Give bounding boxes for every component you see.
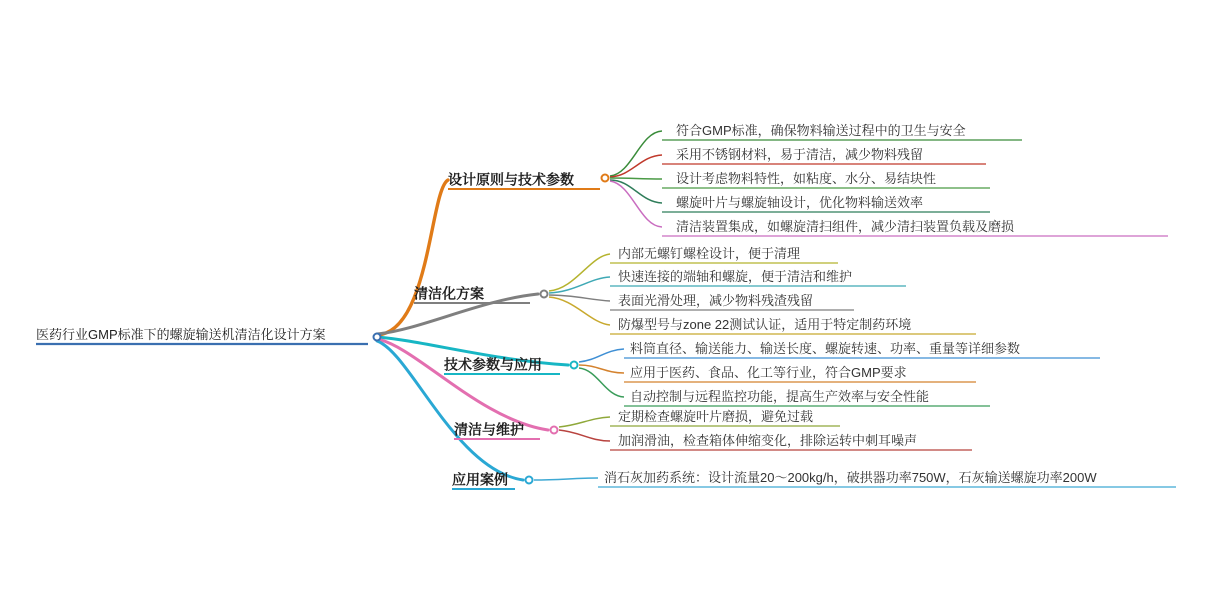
leaf-label-b1-3[interactable]: 设计考虑物料特性，如粘度、水分、易结块性 bbox=[676, 171, 937, 187]
branch-node-dot-3[interactable] bbox=[570, 361, 579, 370]
leaf-label-b2-4[interactable]: 防爆型号与zone 22测试认证，适用于特定制药环境 bbox=[618, 317, 912, 333]
branch-label-case-study[interactable]: 应用案例 bbox=[452, 471, 508, 488]
branch-node-dot-2[interactable] bbox=[540, 290, 549, 299]
leaf-label-b3-1[interactable]: 料筒直径、输送能力、输送长度、螺旋转速、功率、重量等详细参数 bbox=[630, 341, 1021, 357]
leaf-label-b1-5[interactable]: 清洁装置集成，如螺旋清扫组件，减少清扫装置负载及磨损 bbox=[676, 219, 1015, 235]
leaf-label-b4-1[interactable]: 定期检查螺旋叶片磨损，避免过载 bbox=[618, 409, 814, 425]
leaf-label-b3-2[interactable]: 应用于医药、食品、化工等行业，符合GMP要求 bbox=[630, 365, 907, 381]
branch-node-dot-1[interactable] bbox=[601, 174, 610, 183]
leaf-label-b3-3[interactable]: 自动控制与远程监控功能，提高生产效率与安全性能 bbox=[630, 389, 930, 405]
leaf-label-b1-4[interactable]: 螺旋叶片与螺旋轴设计，优化物料输送效率 bbox=[676, 195, 924, 211]
root-node-dot[interactable] bbox=[373, 333, 382, 342]
leaf-label-b1-2[interactable]: 采用不锈钢材料，易于清洁，减少物料残留 bbox=[676, 147, 924, 163]
link-b3-leaf-1 bbox=[579, 349, 624, 362]
link-root-branch-4 bbox=[377, 339, 548, 430]
branch-label-clean-maintenance[interactable]: 清洁与维护 bbox=[454, 421, 524, 438]
link-b1-leaf-5 bbox=[610, 181, 662, 227]
link-b1-leaf-1 bbox=[610, 131, 662, 176]
leaf-label-b2-3[interactable]: 表面光滑处理，减少物料残渣残留 bbox=[618, 293, 814, 309]
branch-label-cleaning-plan[interactable]: 清洁化方案 bbox=[414, 285, 484, 302]
branch-label-design-principles[interactable]: 设计原则与技术参数 bbox=[448, 171, 574, 188]
leaf-label-b4-2[interactable]: 加润滑油，检查箱体伸缩变化，排除运转中刺耳噪声 bbox=[618, 433, 918, 449]
leaf-label-b2-2[interactable]: 快速连接的端轴和螺旋，便于清洁和维护 bbox=[618, 269, 853, 285]
branch-node-dot-5[interactable] bbox=[525, 476, 534, 485]
link-b2-leaf-4 bbox=[549, 297, 610, 325]
branch-label-tech-params[interactable]: 技术参数与应用 bbox=[444, 356, 542, 373]
leaf-label-b2-1[interactable]: 内部无螺钉螺栓设计，便于清理 bbox=[618, 246, 801, 262]
leaf-label-b5-1[interactable]: 消石灰加药系统：设计流量20～200kg/h，破拱器功率750W，石灰输送螺旋功率200W bbox=[604, 470, 1097, 486]
link-b1-leaf-3 bbox=[610, 178, 662, 179]
root-label[interactable]: 医药行业GMP标准下的螺旋输送机清洁化设计方案 bbox=[36, 327, 326, 343]
leaf-label-b1-1[interactable]: 符合GMP标准，确保物料输送过程中的卫生与安全 bbox=[676, 123, 966, 139]
link-b3-leaf-2 bbox=[579, 365, 624, 373]
branch-node-dot-4[interactable] bbox=[550, 426, 559, 435]
link-b2-leaf-2 bbox=[549, 277, 610, 293]
link-b5-leaf-1 bbox=[534, 478, 598, 480]
link-b4-leaf-2 bbox=[559, 430, 610, 441]
link-root-branch-1 bbox=[377, 180, 448, 335]
link-b4-leaf-1 bbox=[559, 417, 610, 427]
